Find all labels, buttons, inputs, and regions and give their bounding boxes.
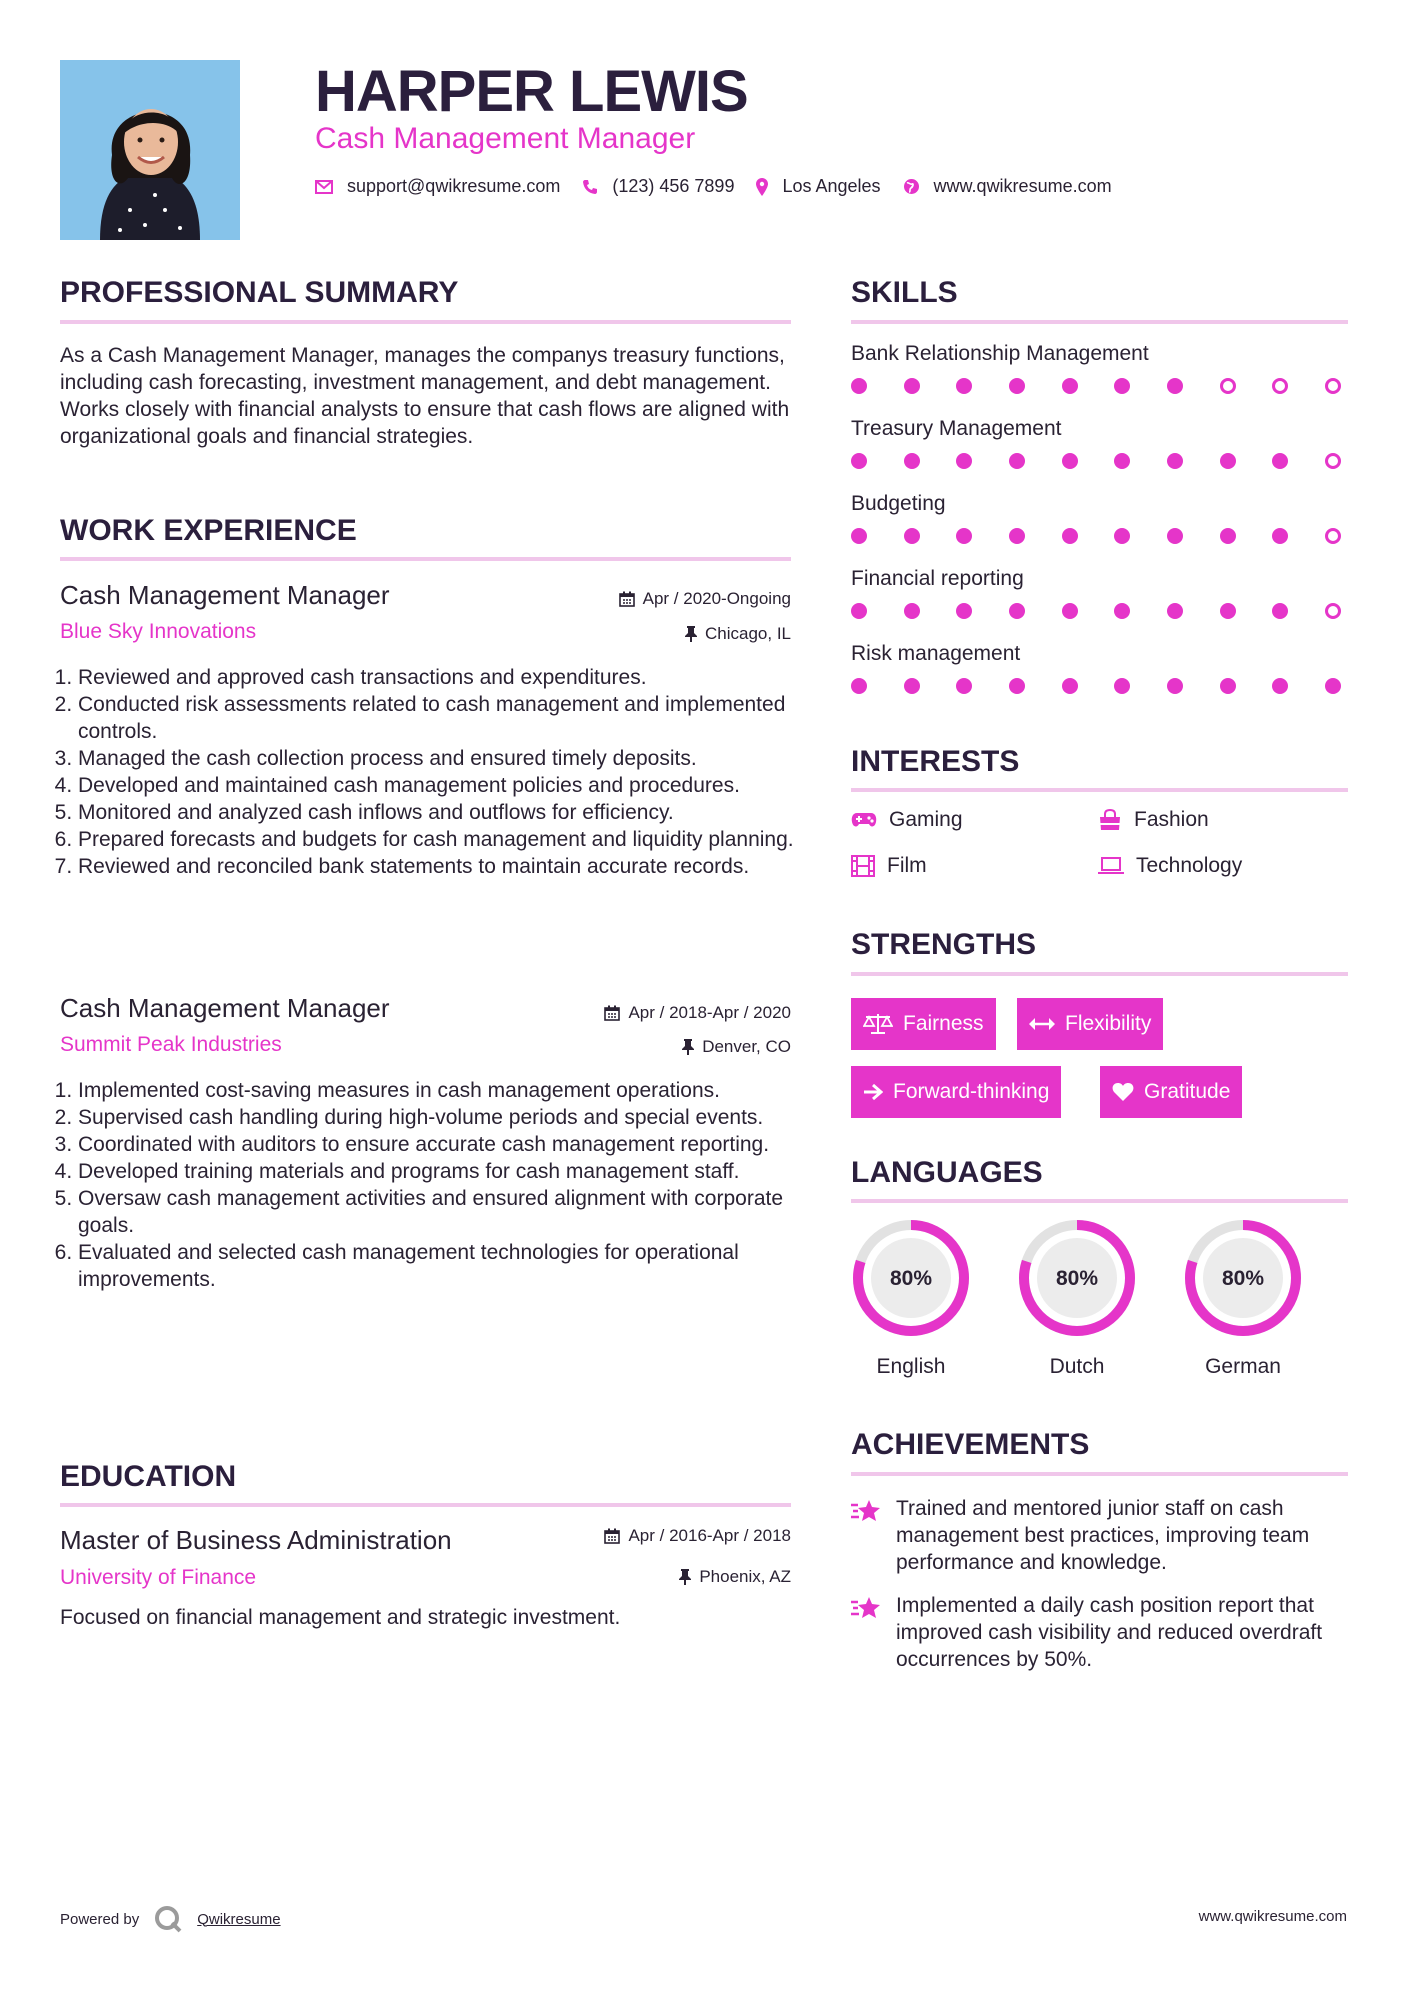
list-item: 1. Implemented cost-saving measures in cash management operations.	[78, 1077, 808, 1104]
skill-row	[851, 567, 1341, 619]
rating-dot-filled	[1167, 453, 1183, 469]
interest-film	[851, 854, 927, 878]
skill-label: Treasury Management	[851, 417, 1062, 440]
footer-powered	[60, 1904, 281, 1934]
rating-dot-filled	[1272, 528, 1288, 544]
interest-label: Gaming	[889, 808, 963, 831]
skill-row	[851, 492, 1341, 544]
skill-label: Bank Relationship Management	[851, 342, 1149, 365]
job-2-location-text: Denver, CO	[702, 1037, 791, 1056]
skill-rating	[851, 678, 1341, 694]
experience-divider	[60, 557, 791, 561]
languages-heading: LANGUAGES	[851, 1156, 1043, 1189]
list-item: 2. Supervised cash handling during high-volume periods and special events.	[78, 1104, 808, 1131]
list-item: 7. Reviewed and reconciled bank statements to maintain accurate records.	[78, 853, 808, 880]
rating-dot-filled	[1114, 678, 1130, 694]
arrows-horizontal-icon	[1029, 1017, 1055, 1031]
skill-row	[851, 417, 1341, 469]
qwikresume-logo-icon	[153, 1904, 183, 1934]
language-name: German	[1205, 1355, 1281, 1378]
job-1-location	[440, 624, 791, 644]
strength-gratitude	[1100, 1066, 1242, 1118]
rating-dot-filled	[904, 378, 920, 394]
list-item: 5. Oversaw cash management activities and ensured alignment with corporate goals.	[78, 1185, 808, 1239]
education-school: University of Finance	[60, 1566, 257, 1589]
experience-heading: WORK EXPERIENCE	[60, 514, 357, 547]
rating-dot-filled	[1009, 678, 1025, 694]
strength-flexibility	[1017, 998, 1163, 1050]
strengths-divider	[851, 972, 1348, 976]
rating-dot-filled	[1009, 603, 1025, 619]
language-percent: 80%	[889, 1267, 933, 1290]
rating-dot-filled	[1062, 678, 1078, 694]
phone-text: (123) 456 7899	[612, 176, 735, 196]
strength-label: Gratitude	[1144, 1080, 1231, 1103]
website-text: www.qwikresume.com	[933, 176, 1112, 196]
achievements-divider	[851, 1472, 1348, 1476]
rating-dot-filled	[1220, 528, 1236, 544]
list-item: 6. Prepared forecasts and budgets for cash management and liquidity planning.	[78, 826, 808, 853]
education-heading: EDUCATION	[60, 1460, 237, 1493]
rating-dot-filled	[1220, 453, 1236, 469]
interest-label: Fashion	[1134, 808, 1209, 831]
contact-bar	[315, 176, 1134, 197]
interests-heading: INTERESTS	[851, 745, 1020, 778]
job-2-dates-text: Apr / 2018-Apr / 2020	[628, 1003, 791, 1022]
rating-dot-filled	[1009, 453, 1025, 469]
interest-label: Film	[887, 854, 927, 877]
language-item	[1015, 1216, 1139, 1379]
rating-dot-filled	[956, 528, 972, 544]
rating-dot-filled	[1062, 603, 1078, 619]
film-icon	[851, 855, 875, 877]
rating-dot-filled	[956, 603, 972, 619]
rating-dot-empty	[1272, 378, 1288, 394]
rating-dot-filled	[1167, 603, 1183, 619]
profile-photo	[60, 60, 240, 240]
skill-label: Financial reporting	[851, 567, 1024, 590]
rating-dot-filled	[1062, 528, 1078, 544]
list-item: 4. Developed training materials and programs for cash management staff.	[78, 1158, 808, 1185]
rating-dot-empty	[1325, 528, 1341, 544]
rating-dot-filled	[956, 453, 972, 469]
rating-dot-filled	[851, 528, 867, 544]
calendar-icon	[604, 1005, 620, 1021]
language-item	[1181, 1216, 1305, 1379]
job-1-dates	[440, 589, 791, 609]
interest-gaming	[851, 808, 963, 832]
rating-dot-filled	[1220, 603, 1236, 619]
language-ring	[1015, 1216, 1139, 1340]
list-item: 6. Evaluated and selected cash management technologies for operational improvements.	[78, 1239, 808, 1293]
rating-dot-filled	[1220, 678, 1236, 694]
interest-label: Technology	[1136, 854, 1243, 877]
globe-icon	[903, 178, 920, 195]
language-name: English	[876, 1355, 946, 1378]
laptop-icon	[1098, 857, 1124, 875]
contact-location	[756, 176, 880, 197]
rating-dot-filled	[851, 603, 867, 619]
skill-row	[851, 642, 1341, 694]
education-description: Focused on financial management and strategic investment.	[60, 1606, 621, 1629]
rating-dot-filled	[1009, 528, 1025, 544]
rating-dot-filled	[1167, 378, 1183, 394]
achievement-text: Implemented a daily cash position report that improved cash visibility and reduced overdraft occurrences by 50%.	[896, 1594, 1323, 1671]
list-item: 5. Monitored and analyzed cash inflows and outflows for efficiency.	[78, 799, 808, 826]
rating-dot-filled	[904, 453, 920, 469]
skills-divider	[851, 320, 1348, 324]
languages-divider	[851, 1199, 1348, 1203]
summary-divider	[60, 320, 791, 324]
rating-dot-empty	[1325, 603, 1341, 619]
skills-heading: SKILLS	[851, 276, 958, 309]
strength-label: Forward-thinking	[893, 1080, 1050, 1103]
education-dates	[440, 1526, 791, 1546]
footer-website[interactable]: www.qwikresume.com	[1198, 1908, 1347, 1925]
summary-heading: PROFESSIONAL SUMMARY	[60, 276, 459, 309]
skill-row	[851, 342, 1341, 394]
job-2-dates	[440, 1003, 791, 1023]
strength-forward-thinking	[851, 1066, 1061, 1118]
achievements-heading: ACHIEVEMENTS	[851, 1428, 1090, 1461]
strength-label: Fairness	[903, 1012, 984, 1035]
rating-dot-empty	[1325, 453, 1341, 469]
calendar-icon	[619, 591, 635, 607]
envelope-icon	[315, 180, 333, 194]
contact-email[interactable]	[315, 176, 560, 197]
candidate-title: Cash Management Manager	[315, 122, 696, 155]
list-item: 3. Managed the cash collection process and ensured timely deposits.	[78, 745, 808, 772]
rating-dot-filled	[1114, 378, 1130, 394]
rating-dot-filled	[1272, 603, 1288, 619]
job-2-bullets	[60, 1077, 808, 1293]
job-2-role: Cash Management Manager	[60, 993, 390, 1023]
strength-fairness	[851, 998, 996, 1050]
rating-dot-filled	[851, 453, 867, 469]
rating-dot-filled	[1114, 453, 1130, 469]
pushpin-icon	[679, 1569, 691, 1585]
language-item	[849, 1216, 973, 1379]
education-degree: Master of Business Administration	[60, 1525, 452, 1555]
language-ring	[849, 1216, 973, 1340]
rating-dot-filled	[956, 678, 972, 694]
achievement-item	[850, 1592, 1350, 1673]
rating-dot-filled	[851, 378, 867, 394]
rating-dot-filled	[904, 603, 920, 619]
education-dates-text: Apr / 2016-Apr / 2018	[628, 1526, 791, 1545]
rating-dot-filled	[1325, 678, 1341, 694]
rating-dot-filled	[1272, 678, 1288, 694]
interest-fashion	[1098, 808, 1209, 832]
job-1-dates-text: Apr / 2020-Ongoing	[642, 589, 791, 608]
list-item: 2. Conducted risk assessments related to cash management and implemented controls.	[78, 691, 808, 745]
candidate-name: HARPER LEWIS	[315, 59, 748, 124]
strengths-heading: STRENGTHS	[851, 928, 1037, 961]
shooting-star-icon	[850, 1594, 882, 1622]
job-1-bullets	[60, 664, 808, 880]
rating-dot-filled	[1114, 528, 1130, 544]
skill-rating	[851, 603, 1341, 619]
contact-phone[interactable]	[582, 176, 734, 197]
language-ring	[1181, 1216, 1305, 1340]
achievement-text: Trained and mentored junior staff on cash management best practices, improving team performance and knowledge.	[896, 1497, 1310, 1574]
location-text: Los Angeles	[782, 176, 881, 196]
phone-icon	[582, 179, 598, 195]
rating-dot-filled	[1167, 528, 1183, 544]
rating-dot-filled	[1062, 453, 1078, 469]
brand-link[interactable]: Qwikresume	[197, 1910, 281, 1928]
skill-rating	[851, 378, 1341, 394]
list-item: 4. Developed and maintained cash management policies and procedures.	[78, 772, 808, 799]
job-2-location	[440, 1037, 791, 1057]
shooting-star-icon	[850, 1497, 882, 1525]
education-divider	[60, 1503, 791, 1507]
calendar-icon	[604, 1528, 620, 1544]
rating-dot-filled	[1062, 378, 1078, 394]
rating-dot-filled	[1272, 453, 1288, 469]
skill-rating	[851, 528, 1341, 544]
email-text: support@qwikresume.com	[347, 176, 561, 196]
job-1-location-text: Chicago, IL	[705, 624, 791, 643]
rating-dot-filled	[1167, 678, 1183, 694]
interests-divider	[851, 788, 1348, 792]
map-pin-icon	[756, 178, 768, 196]
list-item: 1. Reviewed and approved cash transactions and expenditures.	[78, 664, 808, 691]
pushpin-icon	[685, 626, 697, 642]
skill-rating	[851, 453, 1341, 469]
rating-dot-filled	[904, 678, 920, 694]
job-2-company: Summit Peak Industries	[60, 1033, 282, 1056]
rating-dot-filled	[956, 378, 972, 394]
interest-technology	[1098, 854, 1242, 878]
gamepad-icon	[851, 811, 877, 829]
skill-label: Risk management	[851, 642, 1021, 665]
education-location	[440, 1567, 791, 1587]
rating-dot-filled	[851, 678, 867, 694]
portrait-image	[60, 60, 240, 240]
balance-scale-icon	[863, 1013, 893, 1035]
skill-label: Budgeting	[851, 492, 946, 515]
summary-text: As a Cash Management Manager, manages the companys treasury functions, including cash forecasting, investment management, and debt management. Works closely with financial analysts to ensure that cash flows are aligned with organizational goals and financial strategies.	[60, 344, 790, 448]
rating-dot-empty	[1220, 378, 1236, 394]
language-name: Dutch	[1049, 1355, 1105, 1378]
pushpin-icon	[682, 1039, 694, 1055]
heart-icon	[1112, 1082, 1134, 1102]
achievement-item	[850, 1495, 1350, 1576]
education-location-text: Phoenix, AZ	[699, 1567, 791, 1586]
rating-dot-filled	[904, 528, 920, 544]
job-1-company: Blue Sky Innovations	[60, 620, 257, 643]
arrow-right-icon	[863, 1083, 883, 1101]
powered-by-text: Powered by	[60, 1910, 140, 1928]
contact-website[interactable]	[903, 176, 1112, 197]
rating-dot-empty	[1325, 378, 1341, 394]
job-1-role: Cash Management Manager	[60, 580, 390, 610]
list-item: 3. Coordinated with auditors to ensure accurate cash management reporting.	[78, 1131, 808, 1158]
language-percent: 80%	[1221, 1267, 1265, 1290]
rating-dot-filled	[1009, 378, 1025, 394]
strength-label: Flexibility	[1065, 1012, 1152, 1035]
rating-dot-filled	[1114, 603, 1130, 619]
language-percent: 80%	[1055, 1267, 1099, 1290]
shopping-bag-icon	[1098, 809, 1122, 831]
